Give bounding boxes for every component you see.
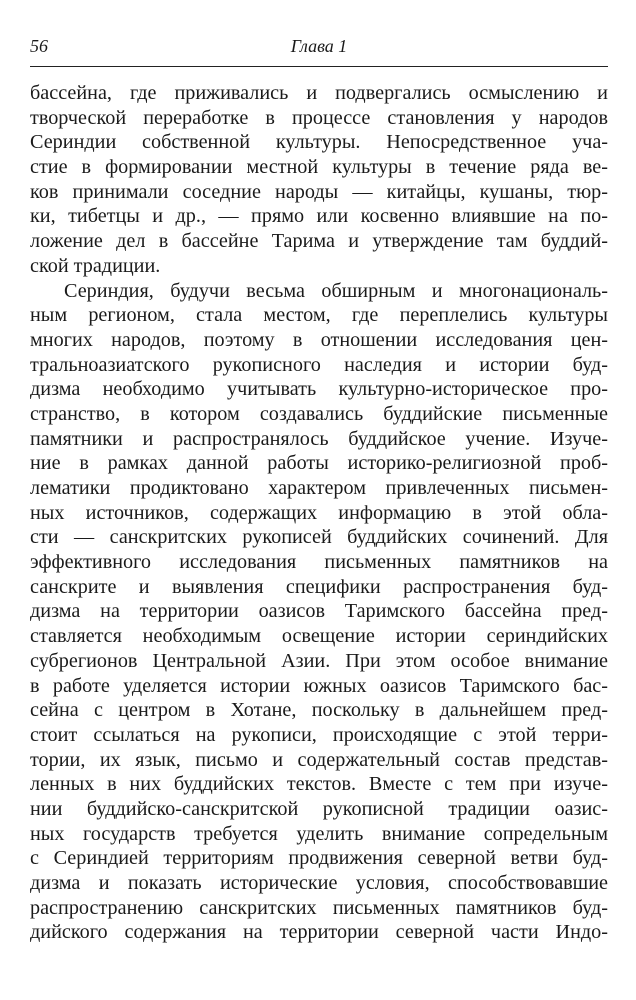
text-line: странство, в котором создавались буддийские письменные bbox=[30, 402, 608, 425]
text-line: стоит ссылаться на рукописи, происходящие с этой терри- bbox=[30, 723, 608, 746]
text-line: распространению санскритских письменных памятников буд- bbox=[30, 896, 608, 919]
text-line: санскрите и выявления специфики распространения буд- bbox=[30, 575, 608, 598]
text-line: ных источников, содержащих информацию в этой обла- bbox=[30, 501, 608, 524]
text-line: памятники и распространялось буддийское учение. Изуче- bbox=[30, 427, 608, 450]
text-line: ленных в них буддийских текстов. Вместе с тем при изуче- bbox=[30, 773, 608, 796]
text-line: ской традиции. bbox=[30, 254, 161, 277]
text-line: ки, тибетцы и др., — прямо или косвенно влиявшие на по- bbox=[30, 205, 608, 228]
text-line: лематики продиктовано характером привлеченных письмен- bbox=[30, 477, 608, 499]
text-line: Сериндии собственной культуры. Непосредственное уча- bbox=[30, 131, 608, 154]
body-text bbox=[30, 81, 608, 945]
text-line: ставляется необходимым освещение истории сериндийских bbox=[30, 625, 608, 648]
text-line: в работе уделяется истории южных оазисов Таримского бас- bbox=[30, 674, 608, 697]
text-line: тории, их язык, письмо и содержательный состав представ- bbox=[30, 748, 608, 771]
text-line: бассейна, где приживались и подвергались осмыслению и bbox=[30, 82, 608, 104]
text-line: многих народов, поэтому в отношении исследования цен- bbox=[30, 328, 608, 351]
text-line: дизма на территории оазисов Таримского бассейна пред- bbox=[30, 600, 608, 623]
text-line: стие в формировании местной культуры в течение ряда ве- bbox=[30, 156, 608, 179]
text-line: эффективного исследования письменных памятников на bbox=[30, 551, 608, 574]
page-number: 56 bbox=[30, 36, 48, 56]
text-line: ных государств требуется уделить внимание сопредельным bbox=[30, 822, 608, 845]
text-line: сти — санскритских рукописей буддийских сочинений. Для bbox=[30, 526, 608, 549]
running-head: Глава 1 bbox=[290, 36, 348, 56]
text-line: Сериндия, будучи весьма обширным и многонациональ- bbox=[64, 279, 608, 302]
text-line: дийского содержания на территории северной части Индо- bbox=[30, 921, 608, 944]
page-header bbox=[30, 36, 608, 64]
text-line: дизма и показать исторические условия, способствовавшие bbox=[30, 872, 608, 894]
text-line: творческой переработке в процессе становления у народов bbox=[30, 106, 608, 129]
text-line: ным регионом, стала местом, где переплелись культуры bbox=[30, 304, 608, 327]
header-rule bbox=[30, 66, 608, 67]
paragraph bbox=[30, 279, 608, 946]
text-line: ние в рамках данной работы историко-религиозной проб- bbox=[30, 452, 608, 475]
text-line: с Сериндией территориям продвижения северной ветви буд- bbox=[30, 847, 608, 870]
text-line: субрегионов Центральной Азии. При этом особое внимание bbox=[30, 649, 608, 672]
text-line: ков принимали соседние народы — китайцы, кушаны, тюр- bbox=[30, 180, 608, 203]
text-line: дизма необходимо учитывать культурно-историческое про- bbox=[30, 378, 608, 401]
text-line: тральноазиатского рукописного наследия и истории буд- bbox=[30, 353, 608, 376]
text-line: сейна с центром в Хотане, поскольку в дальнейшем пред- bbox=[30, 699, 608, 722]
paragraph bbox=[30, 81, 608, 279]
text-line: ложение дел в бассейне Тарима и утверждение там буддий- bbox=[30, 230, 608, 253]
text-line: нии буддийско-санскритской рукописной традиции оазис- bbox=[30, 797, 608, 820]
